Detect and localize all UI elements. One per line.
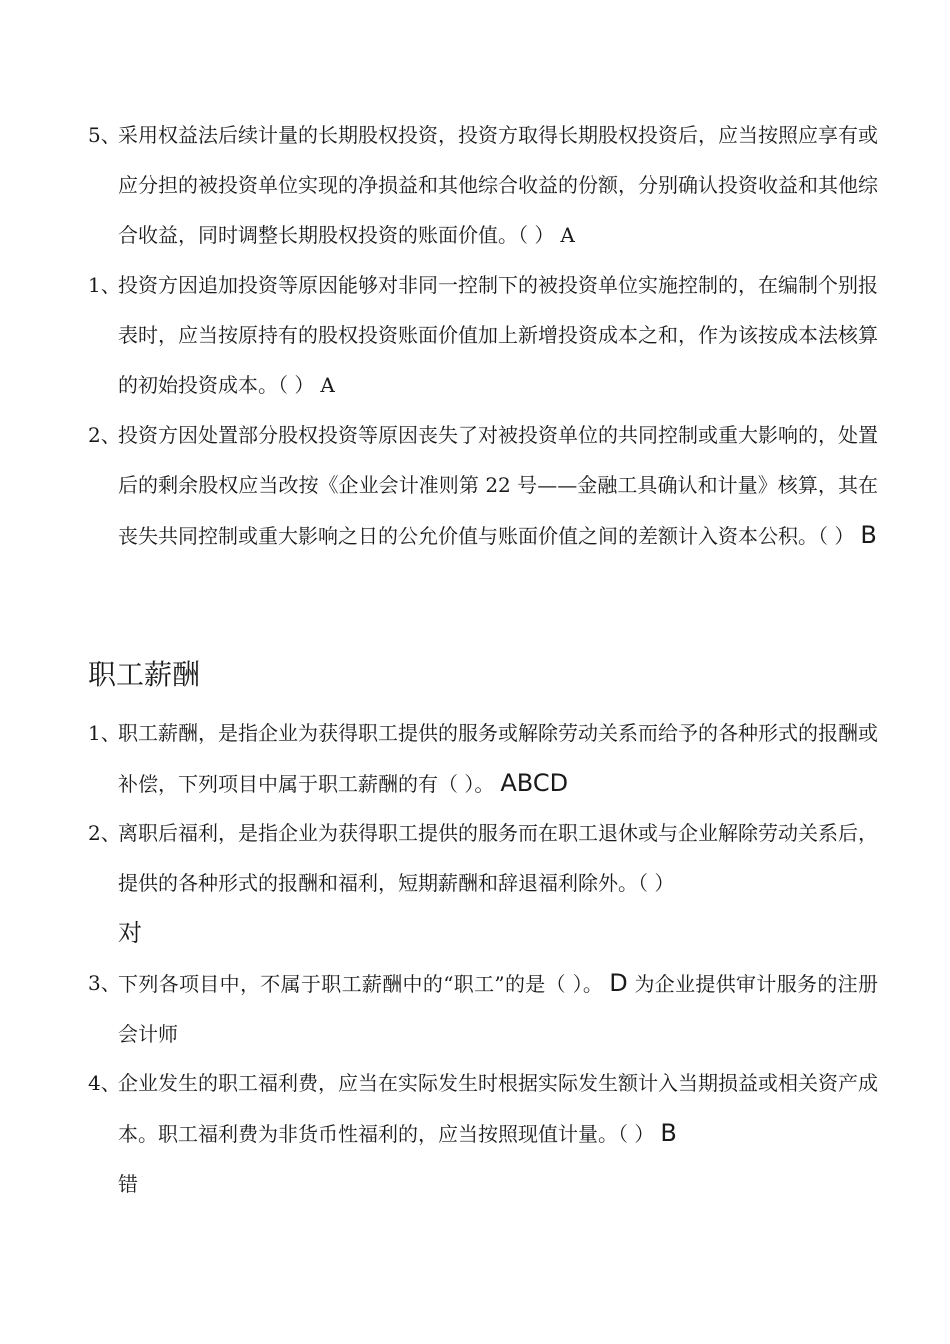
answer-word: 错	[118, 1172, 138, 1196]
question-employee-scope	[88, 958, 878, 1059]
question-text: 采用权益法后续计量的长期股权投资，投资方取得长期股权投资后，应当按照应享有或应分担的被投资单位实现的净损益和其他综合收益的份额，分别确认投资收益和其他综合收益，同时调整长期股权投资的账面价值。（ ）	[118, 123, 878, 247]
question-number: 3、	[88, 971, 121, 995]
answer-label: D	[609, 969, 628, 997]
answer-label: A	[560, 223, 575, 247]
question-number: 4、	[88, 1071, 121, 1095]
question-text: 投资方因处置部分股权投资等原因丧失了对被投资单位的共同控制或重大影响的，处置后的剩余股权应当改按《企业会计准则第 22 号——金融工具确认和计量》核算，其在丧失共同控制或重大影响之日的公允价值与账面价值之间的差额计入资本公积。（ ）	[118, 423, 878, 548]
question-text: 下列各项目中，不属于职工薪酬中的“职工”的是（ ）。	[118, 972, 604, 996]
answer-label: 对	[118, 919, 142, 947]
question-compensation-definition	[88, 708, 878, 809]
question-post-employment	[88, 808, 878, 958]
question-text: 职工薪酬，是指企业为获得职工提供的服务或解除劳动关系而给予的各种形式的报酬或补偿，下列项目中属于职工薪酬的有（ ）。	[118, 721, 878, 796]
answer-detail: 为企业提供审计服务的注册会计师	[118, 972, 879, 1046]
answer-label: ABCD	[500, 769, 569, 797]
question-number: 5、	[88, 123, 121, 147]
question-welfare-expense	[88, 1058, 878, 1209]
answer-label: B	[860, 521, 877, 549]
answer-label: A	[320, 373, 335, 397]
question-additional-investment	[88, 260, 878, 410]
question-partial-disposal	[88, 410, 878, 561]
question-text: 离职后福利，是指企业为获得职工提供的服务而在职工退休或与企业解除劳动关系后，提供的各种形式的报酬和福利，短期薪酬和辞退福利除外。（ ）	[118, 821, 878, 895]
question-number: 2、	[88, 821, 121, 845]
question-text: 企业发生的职工福利费，应当在实际发生时根据实际发生额计入当期损益或相关资产成本。职工福利费为非货币性福利的，应当按照现值计量。（ ）	[118, 1071, 878, 1146]
question-text: 投资方因追加投资等原因能够对非同一控制下的被投资单位实施控制的，在编制个别报表时，应当按原持有的股权投资账面价值加上新增投资成本之和，作为该按成本法核算的初始投资成本。（ ）	[118, 273, 878, 397]
section-heading: 职工薪酬	[88, 658, 201, 691]
answer-label: B	[660, 1119, 677, 1147]
question-number: 1、	[88, 273, 121, 297]
question-number: 1、	[88, 721, 121, 745]
question-number: 2、	[88, 423, 121, 447]
question-equity-method	[88, 110, 878, 260]
